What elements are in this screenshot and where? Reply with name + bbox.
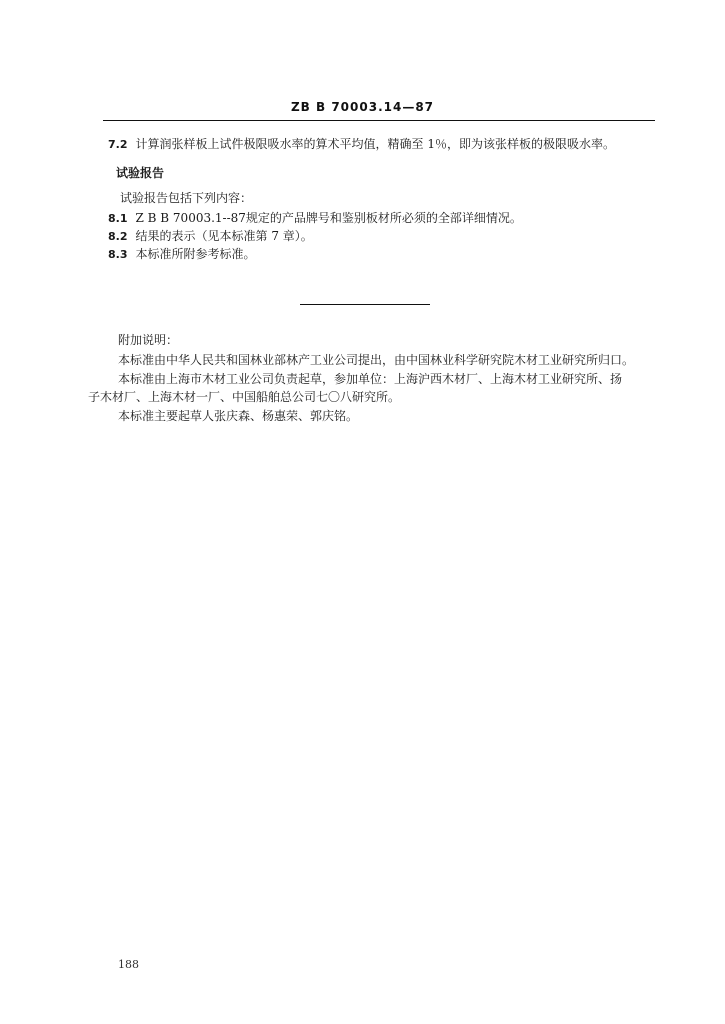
clause-text: 计算润张样板上试件极限吸水率的算术平均值，精确至 1％，即为该张样板的极限吸水率。 (135, 137, 615, 151)
header-rule (103, 120, 655, 121)
notes-heading: 附加说明： (118, 333, 179, 347)
notes-line-2b: 子木材厂、上海木材一厂、中国船舶总公司七〇八研究所。 (88, 390, 401, 404)
clause-8-3 (108, 246, 256, 263)
clause-number: 8.1 (108, 212, 128, 225)
clause-8-2 (108, 228, 313, 245)
clause-7-2 (108, 136, 615, 153)
clause-text: 本标准所附参考标准。 (135, 247, 256, 261)
clause-number: 7.2 (108, 138, 128, 151)
clause-number: 8.3 (108, 248, 128, 261)
clause-number: 8.2 (108, 230, 128, 243)
notes-line-3: 本标准主要起草人张庆森、杨惠荣、郭庆铭。 (118, 409, 359, 423)
standard-code-header: ZB B 70003.14—87 (290, 100, 435, 114)
page-number: 188 (118, 958, 139, 971)
section-divider (300, 304, 430, 305)
clause-text: Z B B 70003.1--87规定的产品牌号和鉴别板材所必须的全部详细情况。 (135, 211, 522, 225)
notes-line-2a: 本标准由上海市木材工业公司负责起草，参加单位：上海沪西木材厂、上海木材工业研究所、扬 (118, 372, 623, 386)
clause-text: 结果的表示（见本标准第 7 章）。 (135, 229, 313, 243)
clause-8-1 (108, 210, 522, 227)
notes-line-1: 本标准由中华人民共和国林业部林产工业公司提出，由中国林业科学研究院木材工业研究所归口。 (118, 353, 635, 367)
section-heading-test-report: 试验报告 (116, 166, 165, 180)
section-intro: 试验报告包括下列内容： (120, 191, 253, 205)
